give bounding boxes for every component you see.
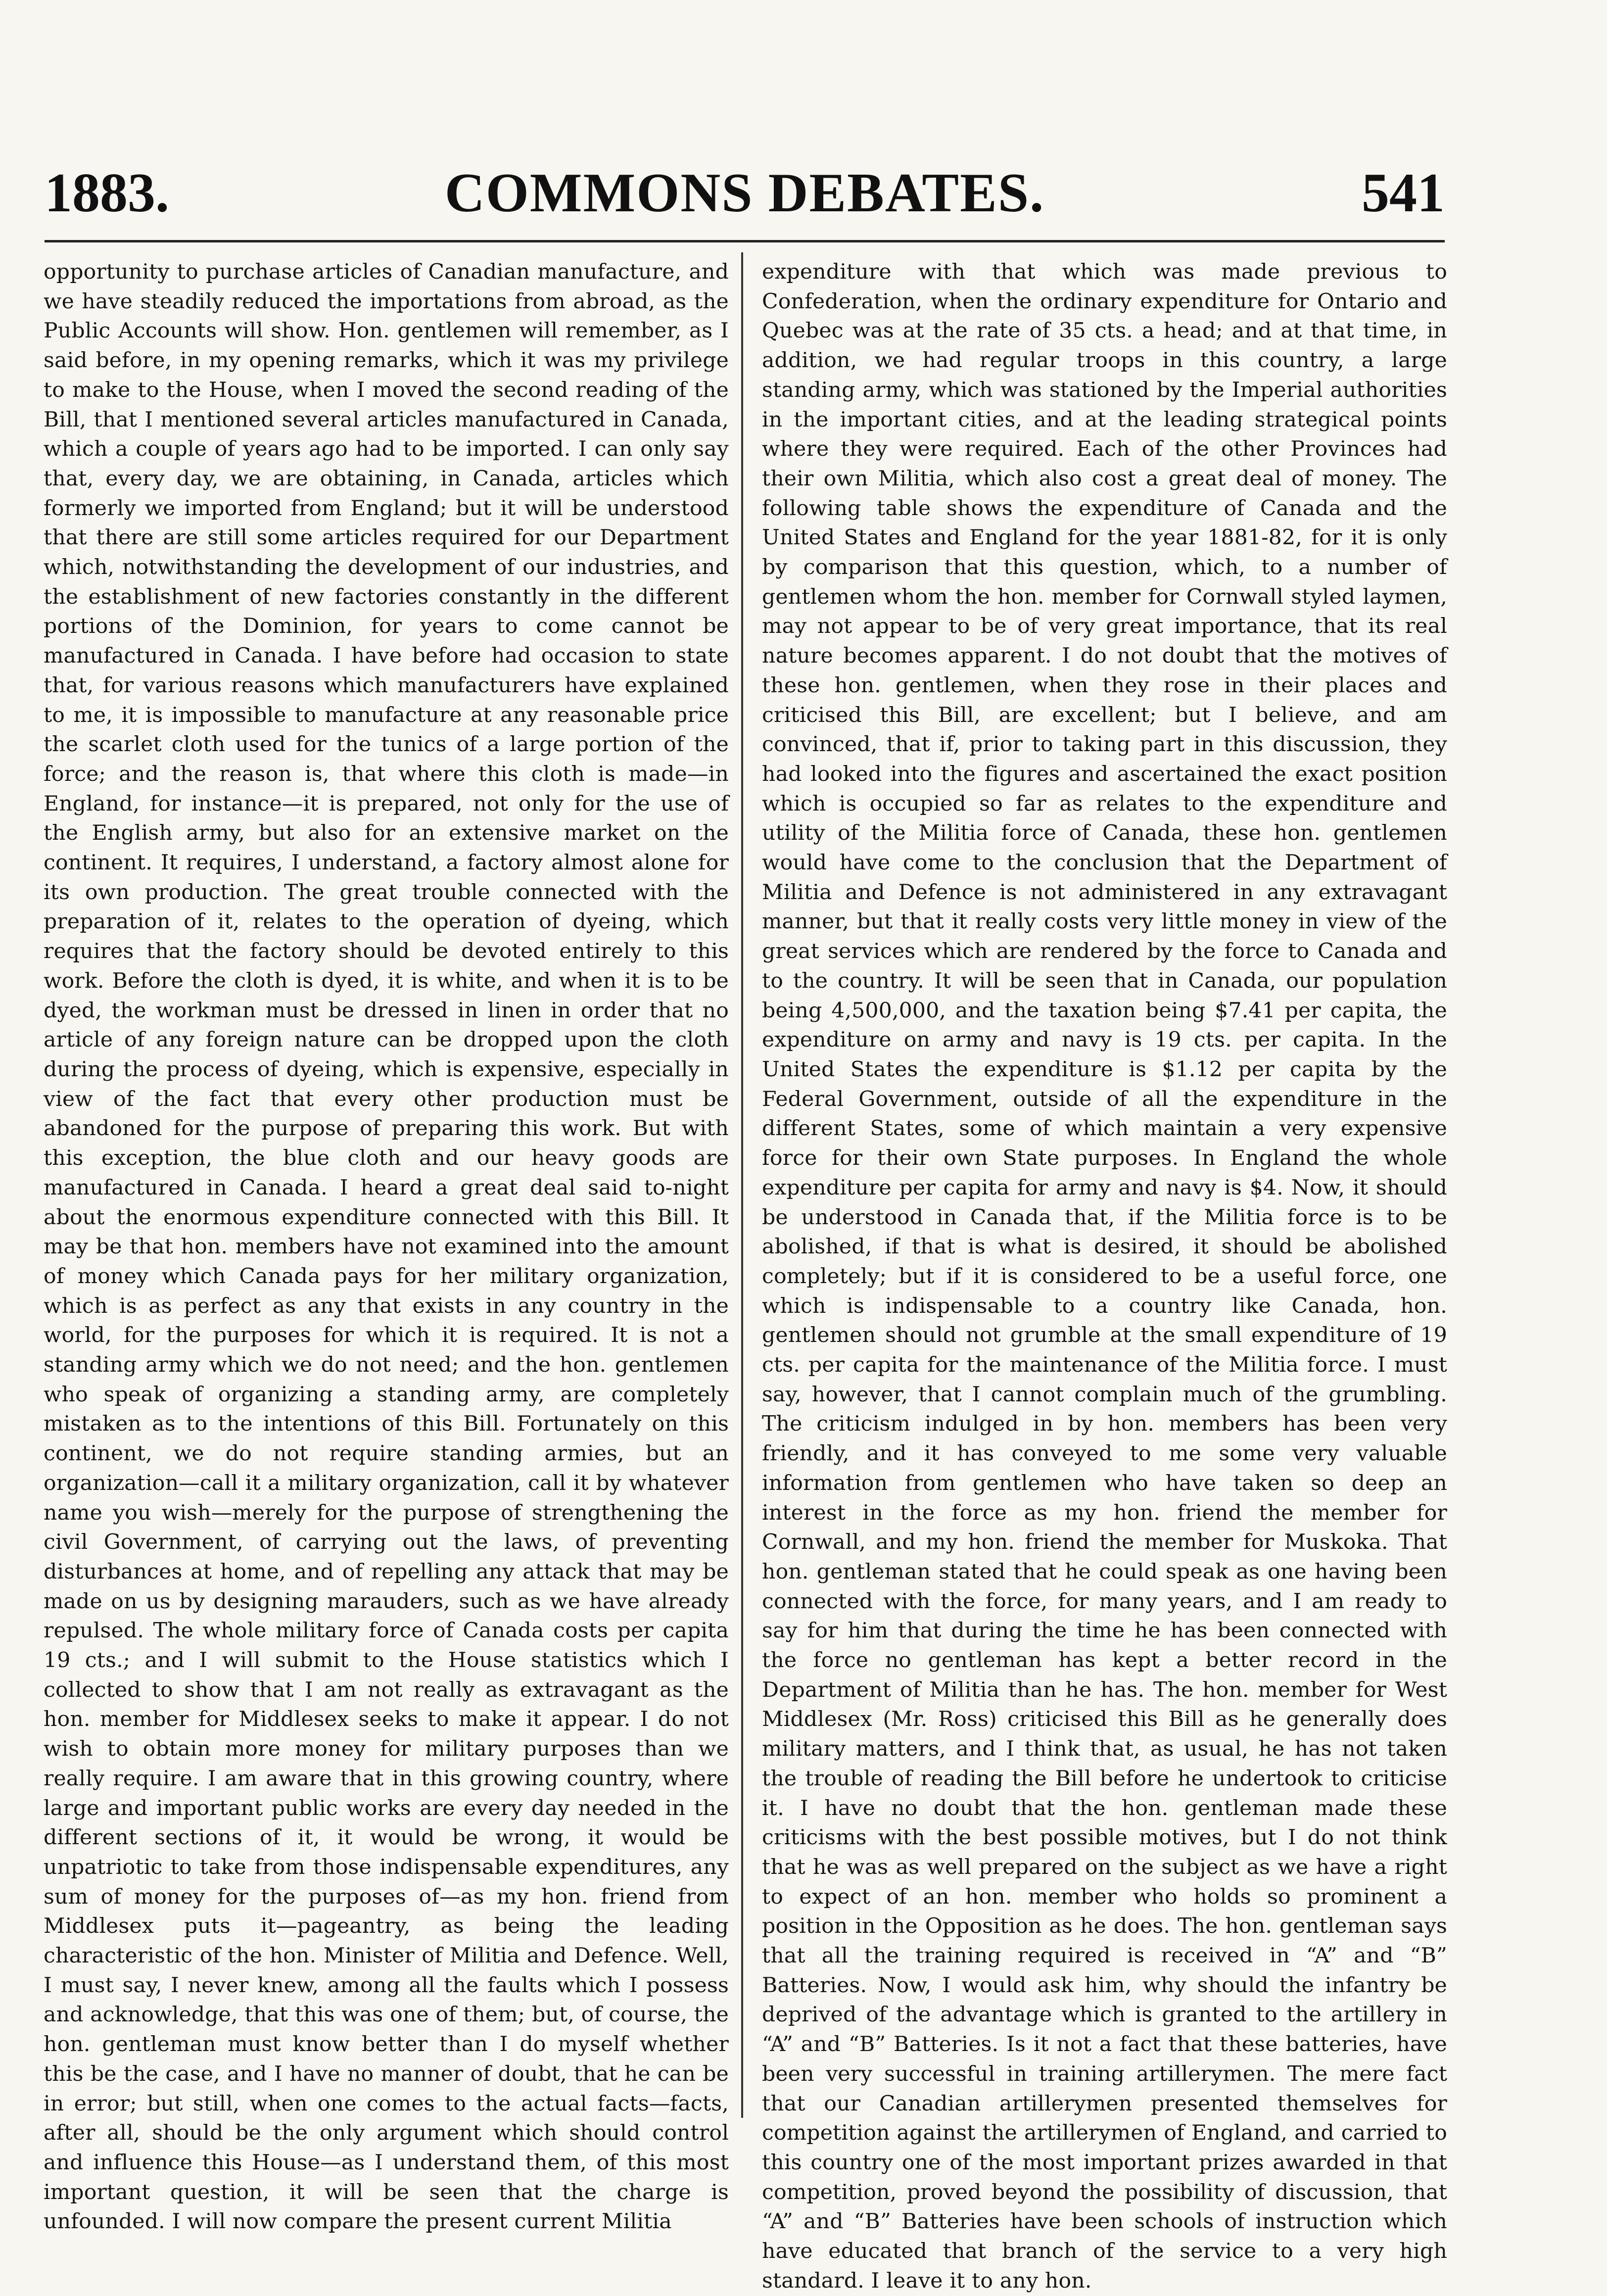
header-title: COMMONS DEBATES. bbox=[444, 162, 1045, 224]
right-column-text: expenditure with that which was made previous to Confederation, when the ordinary expenditure for Ontario and Quebec was at the rate of 35 cts. a head; and at that time, in addition, we had regular troops in this country, a large standing army, which was stationed by the Imperial authorities in the important cities, and at the leading strategical points where they were required. Each of the other Provinces had their own Militia, which also cost a great deal of money. The following table shows the expenditure of Canada and the United States and England for the year 1881-82, for it is only by comparison that this question, which, to a number of gentlemen whom the hon. member for Cornwall styled laymen, may not appear to be of very great importance, that its real nature becomes apparent. I do not doubt that the motives of these hon. gentlemen, when they rose in their places and criticised this Bill, are excellent; but I believe, and am convinced, that if, prior to taking part in this discussion, they had looked into the figures and ascertained the exact position which is occupied so far as relates to the expenditure and utility of the Militia force of Canada, these hon. gentlemen would have come to the conclusion that the Department of Militia and Defence is not administered in any extravagant manner, but that it really costs very little money in view of the great services which are rendered by the force to Canada and to the country. It will be seen that in Canada, our population being 4,500,000, and the taxation being $7.41 per capita, the expenditure on army and navy is 19 cts. per capita. In the United States the expenditure is $1.12 per capita by the Federal Government, outside of all the expenditure in the different States, some of which maintain a very expensive force for their own State purposes. In England the whole expenditure per capita for army and navy is $4. Now, it should be understood in Canada that, if the Militia force is to be abolished, if that is what is desired, it should be abolished completely; but if it is considered to be a useful force, one which is indispensable to a country like Canada, hon. gentlemen should not grumble at the small expenditure of 19 cts. per capita for the maintenance of the Militia force. I must say, however, that I cannot complain much of the grumbling. The criticism indulged in by hon. members has been very friendly, and it has conveyed to me some very valuable information from gentlemen who have taken so deep an interest in the force as my hon. friend the member for Cornwall, and my hon. friend the member for Muskoka. That hon. gentleman stated that he could speak as one having been connected with the force, for many years, and I am ready to say for him that during the time he has been connected with the force no gentleman has kept a better record in the Department of Militia than he has. The hon. member for West Middlesex (Mr. Ross) criticised this Bill as he generally does military matters, and I think that, as usual, he has not taken the trouble of reading the Bill before he undertook to criticise it. I have no doubt that the hon. gentleman made these criticisms with the best possible motives, but I do not think that he was as well prepared on the subject as we have a right to expect of an hon. member who holds so prominent a position in the Opposition as he does. The hon. gentleman says that all the training required is received in “A” and “B” Batteries. Now, I would ask him, why should the infantry be deprived of the advantage which is granted to the artillery in “A” and “B” Batteries. Is it not a fact that these batteries, have been very successful in training artillerymen. The mere fact that our Canadian artillerymen presented themselves for competition against the artillerymen of England, and carried to this country one of the most important prizes awarded in that competition, proved beyond the possibility of discussion, that “A” and “B” Batteries have been schools of instruction which have educated that branch of the service to a very high standard. I leave it to any hon. bbox=[762, 260, 1447, 2293]
header-rule bbox=[45, 240, 1445, 242]
column-divider bbox=[741, 252, 743, 2118]
page-header bbox=[45, 161, 1445, 228]
left-column bbox=[44, 257, 729, 2234]
header-page-number: 541 bbox=[1362, 162, 1445, 224]
header-year: 1883. bbox=[45, 162, 169, 224]
right-column bbox=[762, 257, 1447, 2293]
left-column-text: opportunity to purchase articles of Canadian manufacture, and we have steadily reduced the importations from abroad, as the Public Accounts will show. Hon. gentlemen will remember, as I said before, in my opening remarks, which it was my privilege to make to the House, when I moved the second reading of the Bill, that I mentioned several articles manufactured in Canada, which a couple of years ago had to be imported. I can only say that, every day, we are obtaining, in Canada, articles which formerly we imported from England; but it will be understood that there are still some articles required for our Department which, notwithstanding the development of our industries, and the establishment of new factories constantly in the different portions of the Dominion, for years to come cannot be manufactured in Canada. I have before had occasion to state that, for various reasons which manufacturers have explained to me, it is impossible to manufacture at any reasonable price the scarlet cloth used for the tunics of a large portion of the force; and the reason is, that where this cloth is made—in England, for instance—it is prepared, not only for the use of the English army, but also for an extensive market on the continent. It requires, I understand, a factory almost alone for its own production. The great trouble connected with the preparation of it, relates to the operation of dyeing, which requires that the factory should be devoted entirely to this work. Before the cloth is dyed, it is white, and when it is to be dyed, the workman must be dressed in linen in order that no article of any foreign nature can be dropped upon the cloth during the process of dyeing, which is expensive, especially in view of the fact that every other production must be abandoned for the purpose of preparing this work. But with this exception, the blue cloth and our heavy goods are manufactured in Canada. I heard a great deal said to-night about the enormous expenditure connected with this Bill. It may be that hon. members have not examined into the amount of money which Canada pays for her military organization, which is as perfect as any that exists in any country in the world, for the purposes for which it is required. It is not a standing army which we do not need; and the hon. gentlemen who speak of organizing a standing army, are completely mistaken as to the intentions of this Bill. Fortunately on this continent, we do not require standing armies, but an organization—call it a military organization, call it by whatever name you wish—merely for the purpose of strengthening the civil Government, of carrying out the laws, of preventing disturbances at home, and of repelling any attack that may be made on us by designing marauders, such as we have already repulsed. The whole military force of Canada costs per capita 19 cts.; and I will submit to the House statistics which I collected to show that I am not really as extravagant as the hon. member for Middlesex seeks to make it appear. I do not wish to obtain more money for military purposes than we really require. I am aware that in this growing country, where large and important public works are every day needed in the different sections of it, it would be wrong, it would be unpatriotic to take from those indispensable expenditures, any sum of money for the purposes of—as my hon. friend from Middlesex puts it—pageantry, as being the leading characteristic of the hon. Minister of Militia and Defence. Well, I must say, I never knew, among all the faults which I possess and acknowledge, that this was one of them; but, of course, the hon. gentleman must know better than I do myself whether this be the case, and I have no manner of doubt, that he can be in error; but still, when one comes to the actual facts—facts, after all, should be the only argument which should control and influence this House—as I understand them, of this most important question, it will be seen that the charge is unfounded. I will now compare the present current Militia bbox=[44, 260, 729, 2234]
